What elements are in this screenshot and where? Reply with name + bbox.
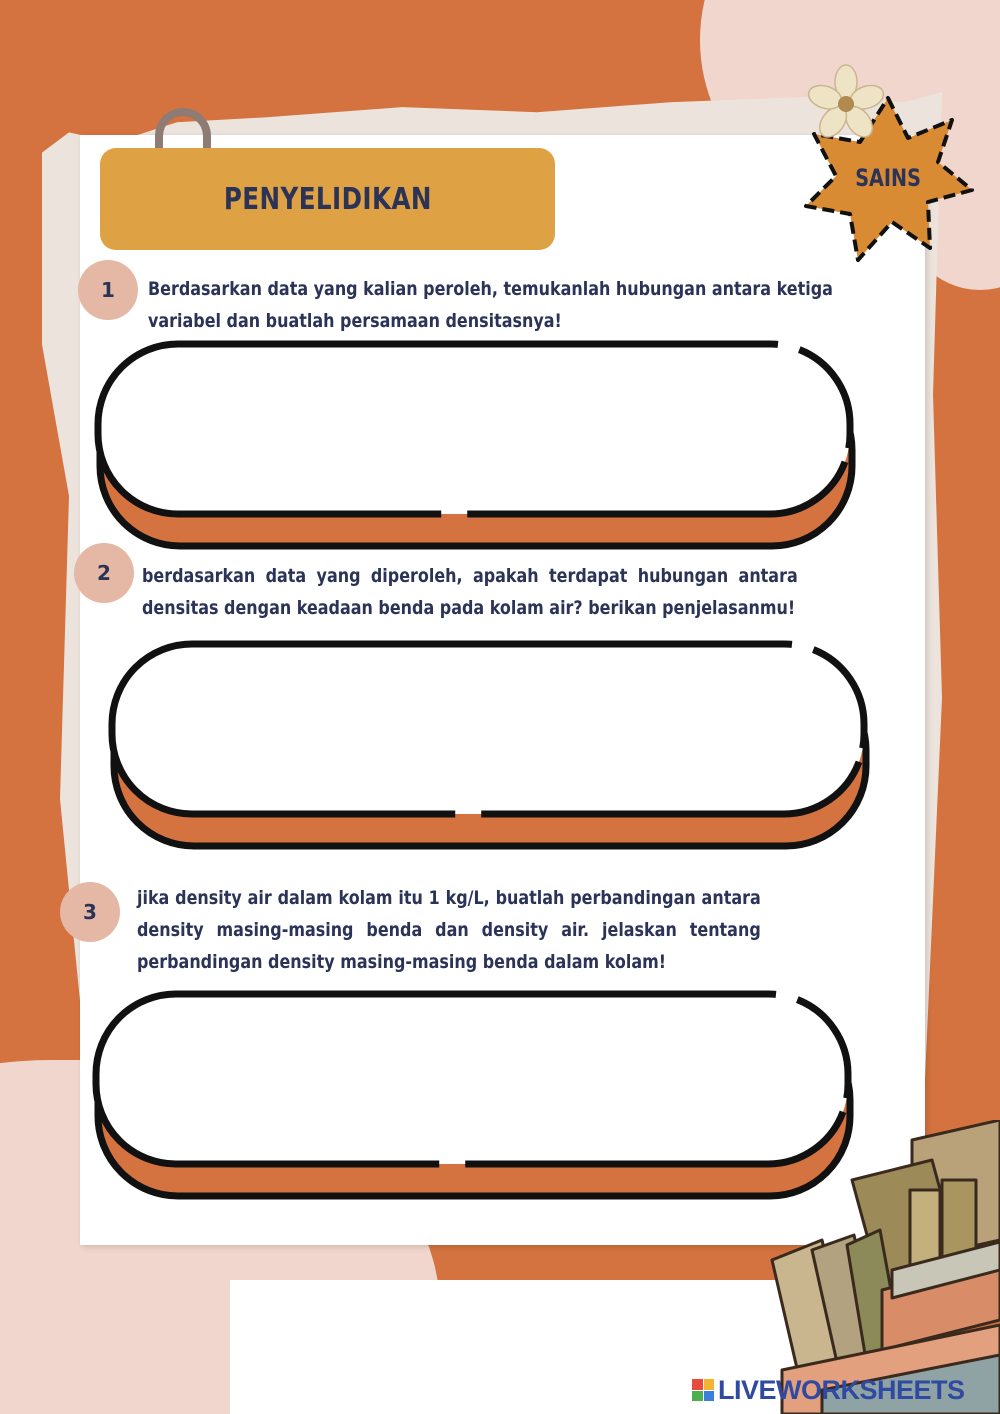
question-text-2 — [142, 560, 798, 624]
liveworksheets-watermark-label: LIVEWORKSHEETS — [718, 1374, 965, 1405]
answer-text-2[interactable] — [166, 678, 816, 788]
question-text-2-label: berdasarkan data yang diperoleh, apakah terdapat hubungan antara densitas dengan keadaan benda pada kolam air? berikan penjelasanmu! — [142, 565, 798, 619]
question-number-1-label: 1 — [101, 278, 115, 302]
answer-box-1[interactable] — [92, 338, 862, 556]
answer-text-3[interactable] — [150, 1028, 800, 1138]
answer-box-3[interactable] — [90, 988, 860, 1206]
question-text-3-label: jika density air dalam kolam itu 1 kg/L, buatlah perbandingan antara density masing-masing benda dan density air. jelaskan tentang perbandingan density masing-masing benda dalam kolam! — [137, 887, 761, 973]
title-banner — [100, 148, 555, 250]
question-number-3-label: 3 — [83, 900, 97, 924]
page-title: PENYELIDIKAN — [223, 181, 432, 217]
question-number-1 — [78, 260, 138, 320]
question-text-1 — [148, 273, 848, 337]
question-text-3 — [137, 882, 761, 978]
question-number-3 — [60, 882, 120, 942]
question-number-2-label: 2 — [97, 561, 111, 585]
subject-badge-label: SAINS — [855, 164, 921, 192]
answer-text-1[interactable] — [152, 378, 802, 488]
flower-icon — [806, 64, 886, 144]
liveworksheets-logo-icon — [692, 1379, 714, 1401]
answer-box-2[interactable] — [106, 638, 876, 856]
liveworksheets-watermark[interactable] — [692, 1374, 965, 1406]
question-text-1-label: Berdasarkan data yang kalian peroleh, temukanlah hubungan antara ketiga variabel dan buatlah persamaan densitasnya! — [148, 278, 833, 332]
books-icon — [762, 1120, 1000, 1414]
question-number-2 — [74, 543, 134, 603]
